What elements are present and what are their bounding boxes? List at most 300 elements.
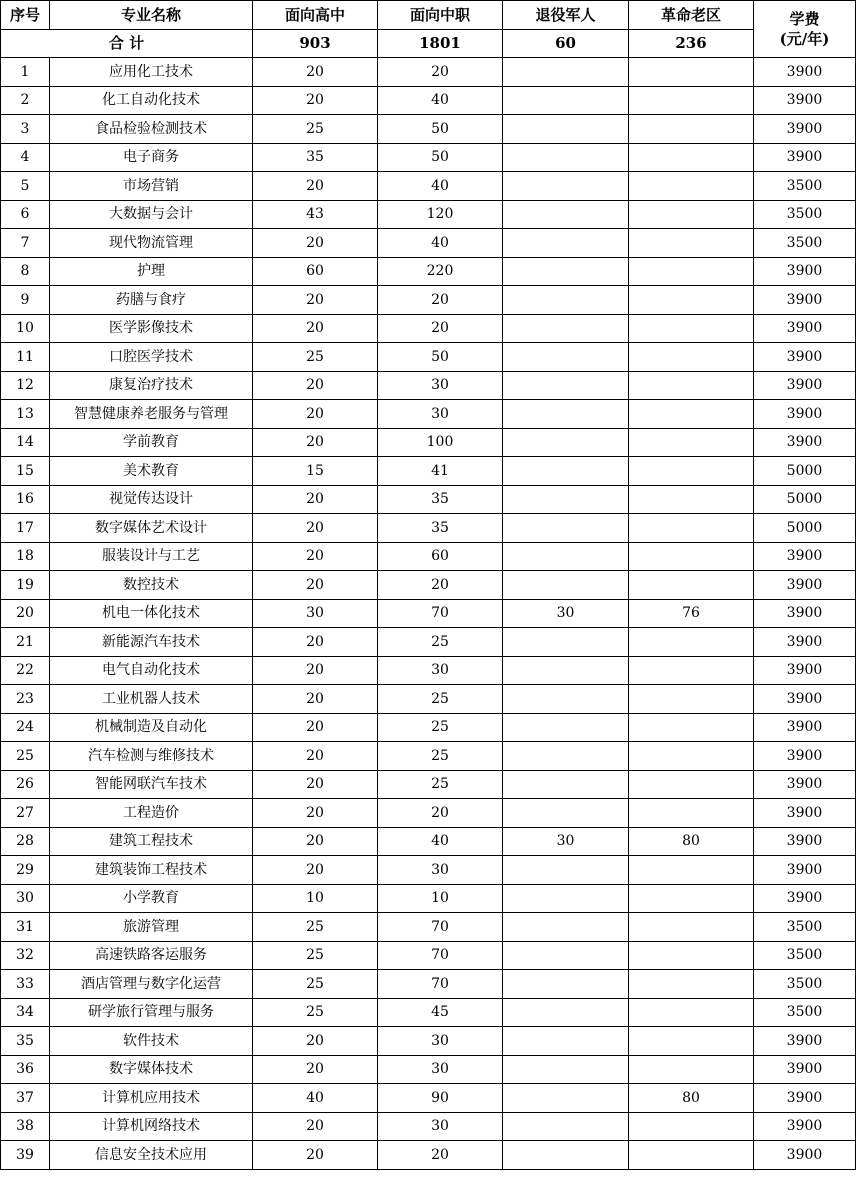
- table-row: [1, 172, 856, 201]
- cell-major: 数控技术: [50, 571, 253, 600]
- cell-fee: 3900: [754, 371, 856, 400]
- table-row: [1, 799, 856, 828]
- cell-old-revolutionary: 76: [629, 599, 754, 628]
- cell-major: 服装设计与工艺: [50, 542, 253, 571]
- cell-veterans: [503, 713, 629, 742]
- cell-vocational: 100: [378, 428, 503, 457]
- cell-major: 护理: [50, 257, 253, 286]
- cell-major: 智慧健康养老服务与管理: [50, 400, 253, 429]
- cell-major: 电子商务: [50, 143, 253, 172]
- total-row: [1, 29, 856, 58]
- cell-index: 10: [1, 314, 50, 343]
- cell-fee: 3900: [754, 343, 856, 372]
- header-fee-line1: 学费: [789, 10, 820, 28]
- total-high-school: 903: [253, 29, 378, 58]
- cell-old-revolutionary: [629, 1112, 754, 1141]
- cell-high-school: 10: [253, 884, 378, 913]
- cell-high-school: 20: [253, 428, 378, 457]
- cell-index: 12: [1, 371, 50, 400]
- cell-high-school: 20: [253, 485, 378, 514]
- cell-vocational: 220: [378, 257, 503, 286]
- table-row: [1, 628, 856, 657]
- cell-index: 5: [1, 172, 50, 201]
- cell-old-revolutionary: [629, 713, 754, 742]
- cell-fee: 3500: [754, 941, 856, 970]
- cell-major: 现代物流管理: [50, 229, 253, 258]
- cell-major: 视觉传达设计: [50, 485, 253, 514]
- cell-index: 17: [1, 514, 50, 543]
- cell-old-revolutionary: [629, 1027, 754, 1056]
- cell-vocational: 70: [378, 941, 503, 970]
- cell-vocational: 30: [378, 1027, 503, 1056]
- cell-vocational: 25: [378, 685, 503, 714]
- cell-veterans: [503, 229, 629, 258]
- cell-vocational: 70: [378, 913, 503, 942]
- cell-fee: 3900: [754, 542, 856, 571]
- cell-veterans: [503, 856, 629, 885]
- cell-index: 28: [1, 827, 50, 856]
- cell-index: 25: [1, 742, 50, 771]
- table-row: [1, 542, 856, 571]
- cell-major: 旅游管理: [50, 913, 253, 942]
- table-row: [1, 913, 856, 942]
- cell-major: 信息安全技术应用: [50, 1141, 253, 1170]
- table-row: [1, 457, 856, 486]
- cell-index: 30: [1, 884, 50, 913]
- cell-vocational: 30: [378, 856, 503, 885]
- cell-fee: 5000: [754, 514, 856, 543]
- cell-vocational: 50: [378, 143, 503, 172]
- cell-old-revolutionary: [629, 998, 754, 1027]
- cell-fee: 3900: [754, 143, 856, 172]
- cell-index: 27: [1, 799, 50, 828]
- cell-index: 33: [1, 970, 50, 999]
- cell-high-school: 20: [253, 314, 378, 343]
- cell-high-school: 25: [253, 913, 378, 942]
- cell-vocational: 40: [378, 827, 503, 856]
- cell-high-school: 20: [253, 571, 378, 600]
- table-row: [1, 400, 856, 429]
- cell-major: 食品检验检测技术: [50, 115, 253, 144]
- cell-veterans: [503, 628, 629, 657]
- cell-vocational: 20: [378, 314, 503, 343]
- cell-old-revolutionary: [629, 685, 754, 714]
- cell-vocational: 30: [378, 1055, 503, 1084]
- cell-veterans: [503, 115, 629, 144]
- cell-major: 新能源汽车技术: [50, 628, 253, 657]
- cell-old-revolutionary: [629, 457, 754, 486]
- cell-major: 药膳与食疗: [50, 286, 253, 315]
- cell-old-revolutionary: [629, 571, 754, 600]
- cell-veterans: [503, 1112, 629, 1141]
- cell-fee: 3900: [754, 115, 856, 144]
- cell-fee: 5000: [754, 457, 856, 486]
- cell-index: 3: [1, 115, 50, 144]
- cell-high-school: 25: [253, 998, 378, 1027]
- cell-major: 数字媒体技术: [50, 1055, 253, 1084]
- cell-veterans: [503, 143, 629, 172]
- cell-vocational: 90: [378, 1084, 503, 1113]
- cell-old-revolutionary: [629, 970, 754, 999]
- cell-old-revolutionary: [629, 400, 754, 429]
- cell-vocational: 60: [378, 542, 503, 571]
- cell-major: 小学教育: [50, 884, 253, 913]
- cell-old-revolutionary: [629, 628, 754, 657]
- cell-vocational: 41: [378, 457, 503, 486]
- cell-high-school: 43: [253, 200, 378, 229]
- cell-fee: 3500: [754, 998, 856, 1027]
- cell-major: 康复治疗技术: [50, 371, 253, 400]
- cell-major: 智能网联汽车技术: [50, 770, 253, 799]
- cell-vocational: 20: [378, 286, 503, 315]
- table-row: [1, 599, 856, 628]
- table-row: [1, 941, 856, 970]
- cell-high-school: 20: [253, 1141, 378, 1170]
- cell-veterans: [503, 86, 629, 115]
- cell-fee: 3900: [754, 656, 856, 685]
- cell-veterans: [503, 970, 629, 999]
- cell-vocational: 40: [378, 172, 503, 201]
- header-fee: [754, 1, 856, 58]
- cell-major: 研学旅行管理与服务: [50, 998, 253, 1027]
- cell-fee: 3900: [754, 86, 856, 115]
- cell-fee: 3900: [754, 314, 856, 343]
- table-row: [1, 998, 856, 1027]
- cell-old-revolutionary: [629, 428, 754, 457]
- cell-veterans: [503, 656, 629, 685]
- cell-veterans: [503, 1027, 629, 1056]
- header-index: 序号: [1, 1, 50, 30]
- cell-index: 4: [1, 143, 50, 172]
- cell-fee: 3900: [754, 400, 856, 429]
- cell-high-school: 20: [253, 286, 378, 315]
- cell-old-revolutionary: [629, 314, 754, 343]
- table-row: [1, 58, 856, 87]
- cell-index: 16: [1, 485, 50, 514]
- cell-index: 18: [1, 542, 50, 571]
- cell-veterans: [503, 770, 629, 799]
- cell-veterans: [503, 314, 629, 343]
- table-row: [1, 115, 856, 144]
- cell-old-revolutionary: [629, 742, 754, 771]
- cell-high-school: 20: [253, 400, 378, 429]
- table-row: [1, 1055, 856, 1084]
- cell-index: 29: [1, 856, 50, 885]
- cell-fee: 3500: [754, 200, 856, 229]
- cell-veterans: [503, 58, 629, 87]
- header-major: 专业名称: [50, 1, 253, 30]
- cell-index: 9: [1, 286, 50, 315]
- cell-index: 23: [1, 685, 50, 714]
- cell-fee: 3900: [754, 1112, 856, 1141]
- table-row: [1, 229, 856, 258]
- cell-veterans: [503, 257, 629, 286]
- cell-high-school: 20: [253, 1112, 378, 1141]
- cell-high-school: 25: [253, 970, 378, 999]
- cell-old-revolutionary: 80: [629, 827, 754, 856]
- cell-major: 工程造价: [50, 799, 253, 828]
- header-vocational: 面向中职: [378, 1, 503, 30]
- cell-fee: 3500: [754, 172, 856, 201]
- cell-index: 24: [1, 713, 50, 742]
- cell-veterans: [503, 998, 629, 1027]
- cell-old-revolutionary: [629, 856, 754, 885]
- cell-high-school: 20: [253, 58, 378, 87]
- cell-high-school: 40: [253, 1084, 378, 1113]
- cell-fee: 3900: [754, 1027, 856, 1056]
- cell-index: 34: [1, 998, 50, 1027]
- cell-fee: 3500: [754, 970, 856, 999]
- total-old-revolutionary: 236: [629, 29, 754, 58]
- cell-fee: 3900: [754, 628, 856, 657]
- cell-high-school: 20: [253, 656, 378, 685]
- cell-high-school: 20: [253, 628, 378, 657]
- cell-veterans: [503, 457, 629, 486]
- table-row: [1, 1141, 856, 1170]
- cell-major: 酒店管理与数字化运营: [50, 970, 253, 999]
- cell-high-school: 20: [253, 856, 378, 885]
- cell-old-revolutionary: [629, 143, 754, 172]
- cell-vocational: 35: [378, 514, 503, 543]
- cell-fee: 3900: [754, 58, 856, 87]
- cell-high-school: 25: [253, 343, 378, 372]
- cell-fee: 3900: [754, 770, 856, 799]
- cell-high-school: 20: [253, 229, 378, 258]
- cell-major: 学前教育: [50, 428, 253, 457]
- cell-veterans: [503, 1141, 629, 1170]
- cell-high-school: 20: [253, 685, 378, 714]
- cell-old-revolutionary: [629, 656, 754, 685]
- cell-index: 26: [1, 770, 50, 799]
- cell-veterans: [503, 799, 629, 828]
- cell-veterans: [503, 685, 629, 714]
- cell-fee: 3900: [754, 827, 856, 856]
- cell-old-revolutionary: [629, 1141, 754, 1170]
- cell-fee: 3900: [754, 713, 856, 742]
- cell-major: 机电一体化技术: [50, 599, 253, 628]
- cell-high-school: 20: [253, 172, 378, 201]
- cell-index: 15: [1, 457, 50, 486]
- cell-index: 22: [1, 656, 50, 685]
- cell-high-school: 20: [253, 371, 378, 400]
- cell-major: 市场营销: [50, 172, 253, 201]
- cell-vocational: 25: [378, 628, 503, 657]
- cell-index: 31: [1, 913, 50, 942]
- header-old-revolutionary: 革命老区: [629, 1, 754, 30]
- cell-index: 7: [1, 229, 50, 258]
- total-vocational: 1801: [378, 29, 503, 58]
- cell-veterans: [503, 286, 629, 315]
- cell-high-school: 60: [253, 257, 378, 286]
- cell-vocational: 120: [378, 200, 503, 229]
- cell-major: 电气自动化技术: [50, 656, 253, 685]
- cell-veterans: [503, 884, 629, 913]
- cell-high-school: 20: [253, 827, 378, 856]
- cell-veterans: [503, 371, 629, 400]
- cell-major: 建筑装饰工程技术: [50, 856, 253, 885]
- cell-old-revolutionary: [629, 913, 754, 942]
- cell-vocational: 30: [378, 400, 503, 429]
- cell-index: 37: [1, 1084, 50, 1113]
- table-row: [1, 314, 856, 343]
- cell-fee: 3900: [754, 257, 856, 286]
- cell-high-school: 20: [253, 1027, 378, 1056]
- cell-vocational: 30: [378, 371, 503, 400]
- cell-high-school: 35: [253, 143, 378, 172]
- cell-high-school: 20: [253, 542, 378, 571]
- total-label: 合 计: [1, 29, 253, 58]
- cell-old-revolutionary: [629, 1055, 754, 1084]
- cell-major: 数字媒体艺术设计: [50, 514, 253, 543]
- cell-high-school: 25: [253, 941, 378, 970]
- cell-fee: 5000: [754, 485, 856, 514]
- cell-fee: 3900: [754, 571, 856, 600]
- cell-fee: 3900: [754, 742, 856, 771]
- cell-index: 32: [1, 941, 50, 970]
- cell-fee: 3900: [754, 884, 856, 913]
- cell-high-school: 20: [253, 86, 378, 115]
- cell-vocational: 20: [378, 58, 503, 87]
- cell-veterans: [503, 542, 629, 571]
- cell-index: 38: [1, 1112, 50, 1141]
- cell-index: 39: [1, 1141, 50, 1170]
- cell-veterans: [503, 913, 629, 942]
- table-row: [1, 514, 856, 543]
- cell-old-revolutionary: [629, 286, 754, 315]
- cell-vocational: 45: [378, 998, 503, 1027]
- header-high-school: 面向高中: [253, 1, 378, 30]
- cell-vocational: 25: [378, 742, 503, 771]
- cell-major: 美术教育: [50, 457, 253, 486]
- cell-old-revolutionary: [629, 115, 754, 144]
- table-row: [1, 571, 856, 600]
- cell-old-revolutionary: [629, 58, 754, 87]
- cell-major: 大数据与会计: [50, 200, 253, 229]
- cell-vocational: 70: [378, 970, 503, 999]
- cell-old-revolutionary: [629, 86, 754, 115]
- table-row: [1, 770, 856, 799]
- cell-high-school: 30: [253, 599, 378, 628]
- table-row: [1, 827, 856, 856]
- cell-vocational: 50: [378, 343, 503, 372]
- cell-high-school: 20: [253, 1055, 378, 1084]
- table-row: [1, 86, 856, 115]
- cell-index: 8: [1, 257, 50, 286]
- header-fee-line2: (元/年): [779, 30, 830, 48]
- cell-old-revolutionary: [629, 371, 754, 400]
- cell-old-revolutionary: [629, 941, 754, 970]
- cell-old-revolutionary: 80: [629, 1084, 754, 1113]
- cell-high-school: 20: [253, 799, 378, 828]
- table-row: [1, 286, 856, 315]
- cell-vocational: 30: [378, 1112, 503, 1141]
- table-row: [1, 970, 856, 999]
- cell-high-school: 20: [253, 713, 378, 742]
- cell-major: 化工自动化技术: [50, 86, 253, 115]
- cell-fee: 3900: [754, 1055, 856, 1084]
- cell-veterans: [503, 400, 629, 429]
- cell-high-school: 20: [253, 770, 378, 799]
- cell-veterans: [503, 485, 629, 514]
- cell-major: 工业机器人技术: [50, 685, 253, 714]
- cell-index: 21: [1, 628, 50, 657]
- cell-vocational: 70: [378, 599, 503, 628]
- cell-vocational: 20: [378, 571, 503, 600]
- cell-index: 36: [1, 1055, 50, 1084]
- cell-vocational: 25: [378, 770, 503, 799]
- cell-veterans: [503, 343, 629, 372]
- cell-vocational: 25: [378, 713, 503, 742]
- cell-fee: 3900: [754, 799, 856, 828]
- cell-old-revolutionary: [629, 514, 754, 543]
- cell-vocational: 30: [378, 656, 503, 685]
- cell-index: 35: [1, 1027, 50, 1056]
- cell-major: 计算机网络技术: [50, 1112, 253, 1141]
- cell-fee: 3900: [754, 685, 856, 714]
- cell-major: 机械制造及自动化: [50, 713, 253, 742]
- cell-fee: 3900: [754, 599, 856, 628]
- total-veterans: 60: [503, 29, 629, 58]
- cell-index: 6: [1, 200, 50, 229]
- cell-high-school: 20: [253, 514, 378, 543]
- cell-veterans: [503, 742, 629, 771]
- table-row: [1, 656, 856, 685]
- cell-fee: 3900: [754, 856, 856, 885]
- cell-high-school: 15: [253, 457, 378, 486]
- table-row: [1, 485, 856, 514]
- cell-index: 11: [1, 343, 50, 372]
- cell-old-revolutionary: [629, 542, 754, 571]
- cell-fee: 3900: [754, 428, 856, 457]
- cell-index: 14: [1, 428, 50, 457]
- cell-old-revolutionary: [629, 770, 754, 799]
- table-row: [1, 1084, 856, 1113]
- cell-old-revolutionary: [629, 200, 754, 229]
- cell-veterans: [503, 200, 629, 229]
- table-row: [1, 143, 856, 172]
- cell-fee: 3500: [754, 913, 856, 942]
- cell-veterans: [503, 1055, 629, 1084]
- cell-old-revolutionary: [629, 884, 754, 913]
- cell-high-school: 25: [253, 115, 378, 144]
- cell-major: 建筑工程技术: [50, 827, 253, 856]
- cell-fee: 3900: [754, 1084, 856, 1113]
- cell-fee: 3900: [754, 286, 856, 315]
- cell-index: 1: [1, 58, 50, 87]
- cell-major: 软件技术: [50, 1027, 253, 1056]
- table-row: [1, 742, 856, 771]
- table-row: [1, 257, 856, 286]
- cell-major: 计算机应用技术: [50, 1084, 253, 1113]
- cell-old-revolutionary: [629, 799, 754, 828]
- cell-fee: 3900: [754, 1141, 856, 1170]
- cell-vocational: 10: [378, 884, 503, 913]
- table-row: [1, 371, 856, 400]
- table-row: [1, 1027, 856, 1056]
- cell-old-revolutionary: [629, 343, 754, 372]
- table-row: [1, 428, 856, 457]
- table-row: [1, 200, 856, 229]
- cell-old-revolutionary: [629, 229, 754, 258]
- cell-major: 医学影像技术: [50, 314, 253, 343]
- table-row: [1, 1112, 856, 1141]
- cell-vocational: 40: [378, 86, 503, 115]
- cell-vocational: 35: [378, 485, 503, 514]
- cell-vocational: 20: [378, 799, 503, 828]
- cell-vocational: 40: [378, 229, 503, 258]
- cell-veterans: [503, 428, 629, 457]
- cell-fee: 3500: [754, 229, 856, 258]
